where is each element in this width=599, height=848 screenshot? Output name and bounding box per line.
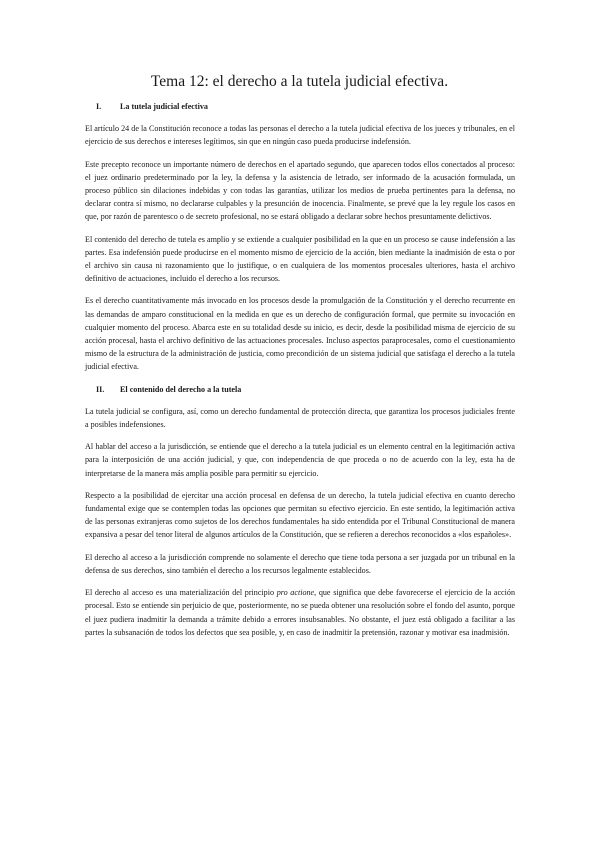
section-heading <box>85 100 515 113</box>
paragraph: Este precepto reconoce un importante número de derechos en el apartado segundo, que aparecen todos ellos conectados al proceso: el juez ordinario predeterminado por la ley, la defensa y la asistencia de letrado, ser informado de la acusación formulada, un proceso público sin dilaciones indebidas y con todas las garantías, utilizar los medios de prueba pertinentes para la defensa, no declarar contra sí mismo, no declararse culpables y la presunción de inocencia. Finalmente, se prevé que la ley regule los casos en que, por razón de parentesco o de secreto profesional, no se estará obligado a declarar sobre hechos presuntamente delictivos. <box>85 159 515 222</box>
section-title: El contenido del derecho a la tutela <box>120 384 242 394</box>
paragraph: Es el derecho cuantitativamente más invocado en los procesos desde la promulgación de la Constitución y el derecho recurrente en las demandas de amparo constitucional en la medida en que es un derecho de configuración formal, que permite su invocación en cualquier momento del proceso. Abarca este en su totalidad desde su inicio, es decir, desde la posibilidad misma de ejercicio de su acción procesal, hasta el archivo definitivo de las actuaciones procesales. Incluso aspectos paraprocesales, como el cuestionamiento mismo de la estructura de la administración de justicia, como precondición de un sistema judicial que satisfaga el derecho a la tutela judicial efectiva. <box>85 296 515 372</box>
document-title: Tema 12: el derecho a la tutela judicial efectiva. <box>150 73 449 90</box>
paragraph: El artículo 24 de la Constitución reconoce a todas las personas el derecho a la tutela judicial efectiva de los jueces y tribunales, en el ejercicio de sus derechos e intereses legítimos, sin que en ningún caso pueda producirse indefensión. <box>85 124 515 147</box>
latin-term: pro actione <box>276 588 315 598</box>
paragraph: Respecto a la posibilidad de ejercitar una acción procesal en defensa de un derecho, la tutela judicial efectiva en cuanto derecho fundamental exige que se contemplen todas las opciones que permitan su efectivo ejercicio. En este sentido, la legitimación activa de las personas extranjeras como sujetos de los derechos fundamentales ha sido entendida por el Tribunal Constitucional de manera expansiva a pesar del tenor literal de algunos artículos de la Constitución, que se refieren a derechos reconocidos a «los españoles». <box>85 490 515 540</box>
section-title: La tutela judicial efectiva <box>120 102 208 111</box>
paragraph: La tutela judicial se configura, así, como un derecho fundamental de protección directa, que garantiza los procesos judiciales frente a posibles indefensiones. <box>85 406 515 430</box>
paragraph: El contenido del derecho de tutela es amplio y se extiende a cualquier posibilidad en la que en un proceso se cause indefensión a las partes. Esa indefensión puede producirse en el momento mismo de ejercicio de la acción, bien mediante la inadmisión de esta o por el archivo sin causa ni razonamiento que lo justifique, o en cualquiera de los momentos procesales ulteriores, hasta el archivo definitivo de actuaciones, incluido el derecho a los recursos. <box>85 234 515 284</box>
section-heading <box>85 383 515 396</box>
paragraph: El derecho al acceso a la jurisdicción comprende no solamente el derecho que tiene toda persona a ser juzgada por un tribunal en la defensa de sus derechos, sino también el derecho a los recursos legalmente establecidos. <box>85 552 515 575</box>
paragraph: Al hablar del acceso a la jurisdicción, se entiende que el derecho a la tutela judicial es un elemento central en la legitimación activa para la interposición de una acción judicial, y que, con independencia de que proceda o no de acuerdo con la ley, esta ha de interpretarse de la manera más amplia posible para permitir su ejercicio. <box>85 442 515 478</box>
section-number: I. <box>96 102 102 111</box>
section-number: II. <box>96 384 105 394</box>
paragraph-text: El derecho al acceso es una materialización del principio <box>85 588 277 598</box>
document-body <box>85 100 515 648</box>
paragraph <box>85 586 515 639</box>
paragraph-text: , que significa que debe favorecerse el ejercicio de la acción procesal. Esto se entiende sin perjuicio de que, posteriormente, no se pueda obtener una resolución sobre el fondo del asunto, porque el juez pudiera inadmitir la demanda a trámite debido a errores insubsanables. No obstante, el juez está obligado a facilitar a las partes la subsanación de todos los defectos que sea posible, y, en caso de inadmitir la pretensión, razonar y motivar esa inadmisión. <box>85 588 515 637</box>
